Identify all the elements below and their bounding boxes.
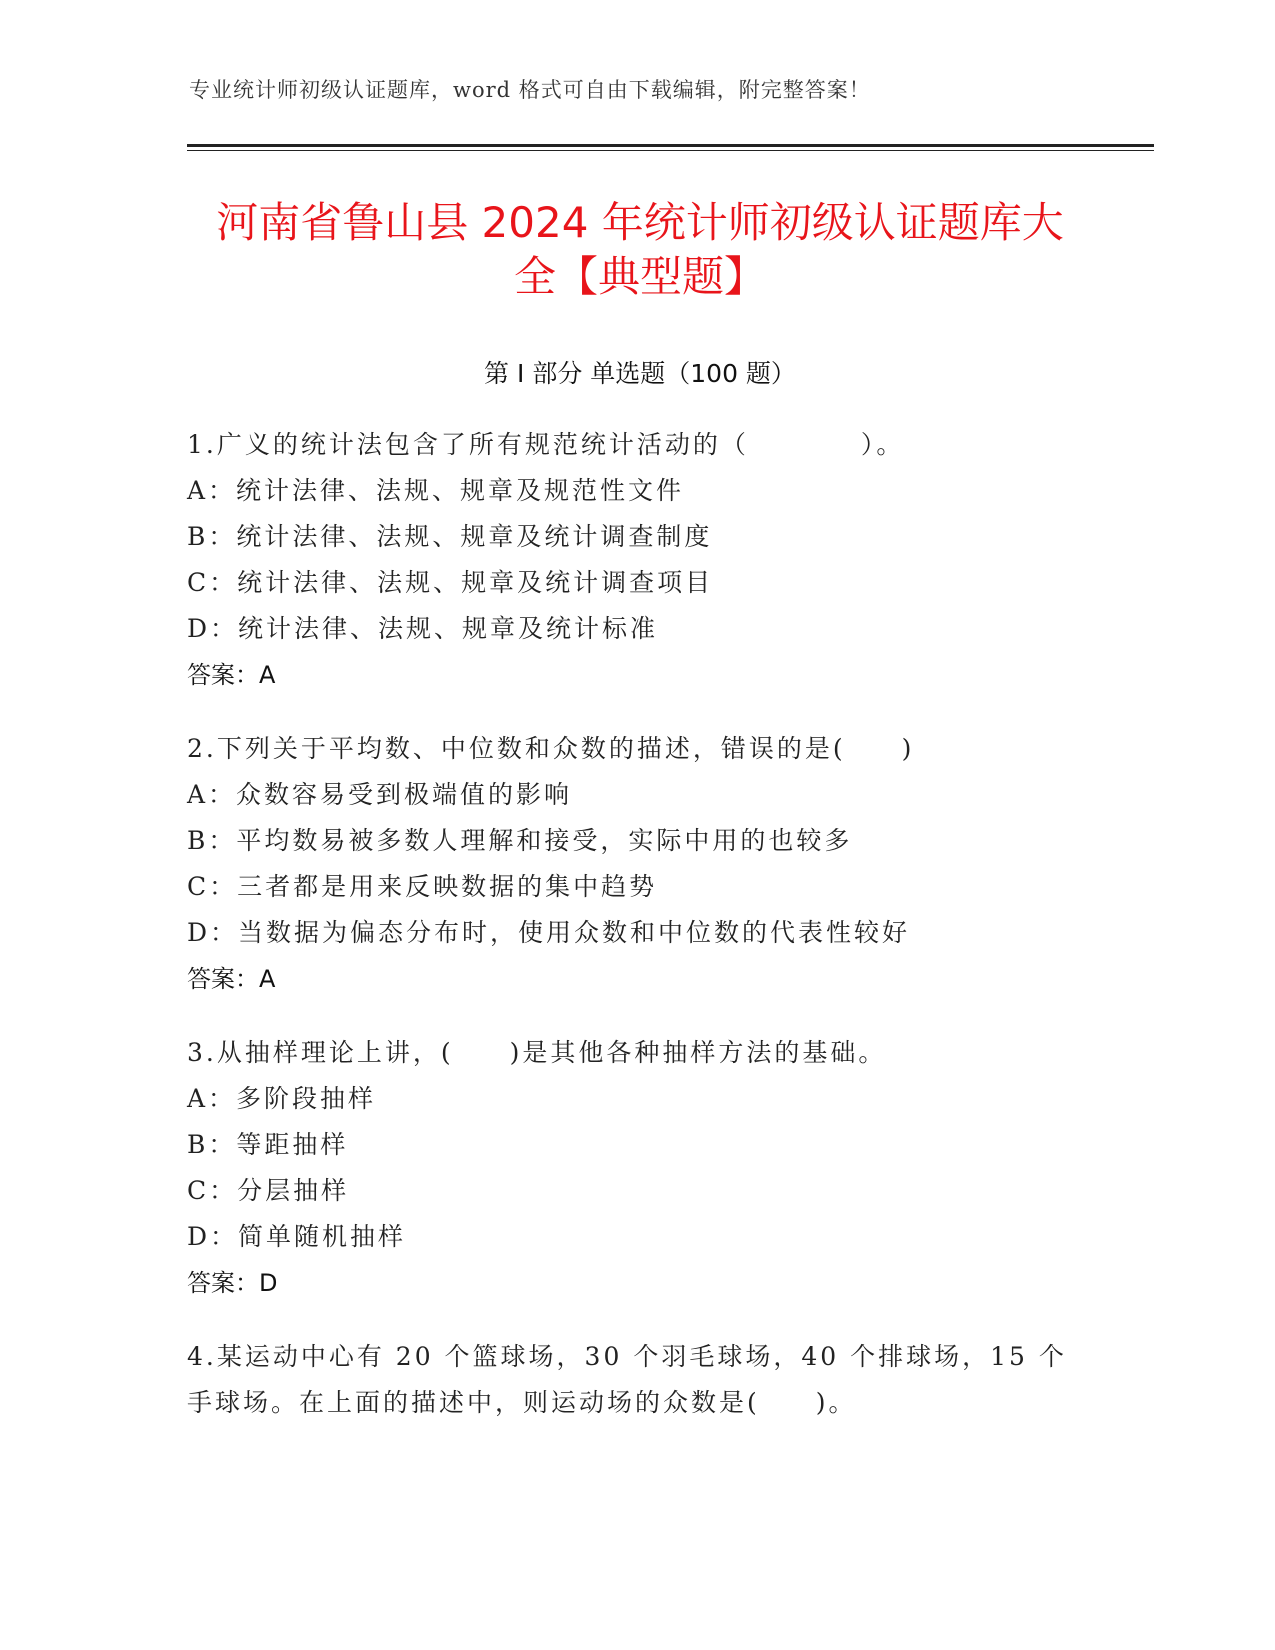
question-stem: 2.下列关于平均数、中位数和众数的描述，错误的是( ) bbox=[187, 734, 915, 763]
section-title: 第 I 部分 单选题（100 题） bbox=[484, 359, 796, 388]
option-b: B：统计法律、法规、规章及统计调查制度 bbox=[187, 522, 713, 551]
question-stem: 3.从抽样理论上讲，( )是其他各种抽样方法的基础。 bbox=[187, 1038, 887, 1067]
answer: 答案：A bbox=[187, 965, 276, 993]
option-a: A：多阶段抽样 bbox=[187, 1084, 377, 1113]
option-a: A：众数容易受到极端值的影响 bbox=[187, 780, 573, 809]
option-c: C：三者都是用来反映数据的集中趋势 bbox=[187, 872, 658, 901]
option-d: D：统计法律、法规、规章及统计标准 bbox=[187, 614, 659, 643]
option-c: C：统计法律、法规、规章及统计调查项目 bbox=[187, 568, 714, 597]
question-stem: 4.某运动中心有 20 个篮球场，30 个羽毛球场，40 个排球场，15 个手球场。在上面的描述中，则运动场的众数是( )。 bbox=[187, 1342, 1067, 1417]
option-d: D：当数据为偏态分布时，使用众数和中位数的代表性较好 bbox=[187, 918, 911, 947]
document-title-line2: 全【典型题】 bbox=[513, 252, 766, 301]
option-c: C：分层抽样 bbox=[187, 1176, 350, 1205]
document-title bbox=[180, 196, 1100, 304]
option-b: B：等距抽样 bbox=[187, 1130, 349, 1159]
document-title-line1: 河南省鲁山县 2024 年统计师初级认证题库大 bbox=[216, 198, 1064, 247]
question-4 bbox=[187, 1334, 1087, 1426]
answer: 答案：A bbox=[187, 661, 276, 689]
question-1 bbox=[187, 422, 1087, 698]
option-a: A：统计法律、法规、规章及规范性文件 bbox=[187, 476, 685, 505]
answer: 答案：D bbox=[187, 1269, 278, 1297]
header-rule-thin bbox=[187, 150, 1154, 151]
option-d: D：简单随机抽样 bbox=[187, 1222, 407, 1251]
header-note: 专业统计师初级认证题库，word 格式可自由下载编辑，附完整答案！ bbox=[189, 78, 871, 102]
question-3 bbox=[187, 1030, 1087, 1306]
question-2 bbox=[187, 726, 1087, 1002]
question-stem: 1.广义的统计法包含了所有规范统计活动的（ ）。 bbox=[187, 430, 905, 459]
option-b: B：平均数易被多数人理解和接受，实际中用的也较多 bbox=[187, 826, 853, 855]
header-rule-thick bbox=[187, 144, 1154, 147]
